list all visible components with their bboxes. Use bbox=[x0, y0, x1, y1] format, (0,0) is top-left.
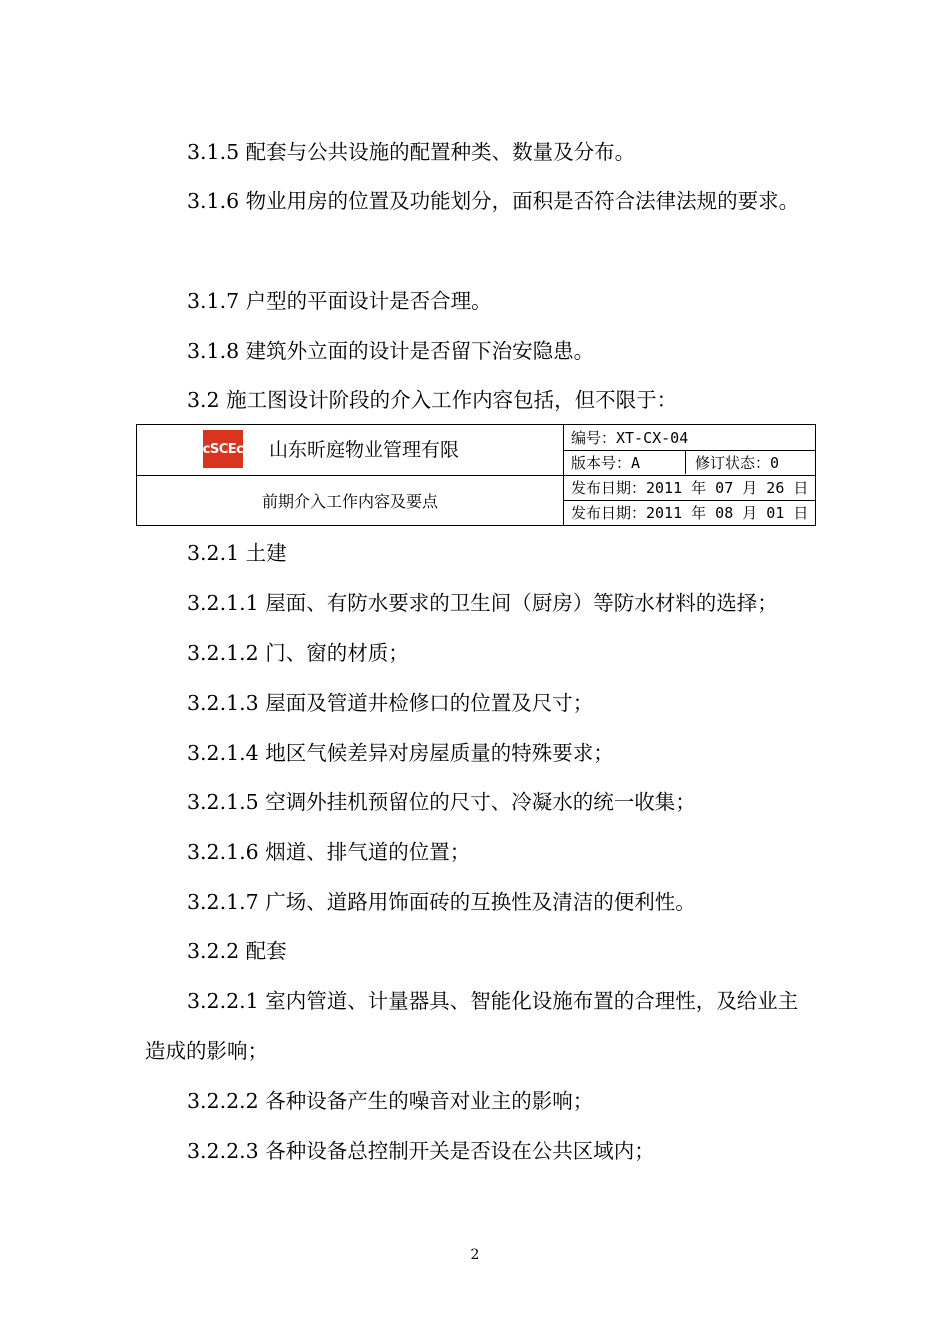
company-name: 山东昕庭物业管理有限 bbox=[269, 439, 460, 461]
paragraph-3-1-7: 3.1.7 户型的平面设计是否合理。 bbox=[187, 289, 492, 313]
table-divider bbox=[685, 450, 686, 474]
paragraph-3-2-2-3: 3.2.2.3 各种设备总控制开关是否设在公共区域内； bbox=[187, 1139, 655, 1163]
paragraph-3-2-1: 3.2.1 土建 bbox=[187, 541, 287, 565]
paragraph-3-1-8: 3.1.8 建筑外立面的设计是否留下治安隐患。 bbox=[187, 339, 595, 363]
paragraph-3-2: 3.2 施工图设计阶段的介入工作内容包括，但不限于： bbox=[187, 388, 678, 412]
paragraph-3-2-1-6: 3.2.1.6 烟道、排气道的位置； bbox=[187, 840, 471, 864]
paragraph-3-2-1-3: 3.2.1.3 屋面及管道井检修口的位置及尺寸； bbox=[187, 691, 594, 715]
paragraph-3-2-2-2: 3.2.2.2 各种设备产生的噪音对业主的影响； bbox=[187, 1089, 594, 1113]
paragraph-3-2-1-1: 3.2.1.1 屋面、有防水要求的卫生间（厨房）等防水材料的选择； bbox=[187, 591, 778, 615]
issue-date: 发布日期：2011 年 08 月 01 日 bbox=[571, 504, 809, 522]
issue-date: 发布日期：2011 年 07 月 26 日 bbox=[571, 479, 809, 497]
paragraph-3-2-1-4: 3.2.1.4 地区气候差异对房屋质量的特殊要求； bbox=[187, 741, 614, 765]
page-number: 2 bbox=[470, 1247, 480, 1263]
paragraph-3-1-6: 3.1.6 物业用房的位置及功能划分，面积是否符合法律法规的要求。 bbox=[187, 189, 800, 213]
paragraph-3-2-1-7: 3.2.1.7 广场、道路用饰面砖的互换性及清洁的便利性。 bbox=[187, 890, 696, 914]
document-header-table bbox=[136, 424, 816, 526]
document-code: 编号：XT-CX-04 bbox=[571, 429, 689, 447]
document-title: 前期介入工作内容及要点 bbox=[261, 492, 438, 511]
version-number: 版本号：A bbox=[571, 454, 641, 472]
company-logo bbox=[203, 430, 243, 468]
revision-status: 修订状态：0 bbox=[695, 454, 780, 472]
paragraph-3-2-2: 3.2.2 配套 bbox=[187, 939, 287, 963]
paragraph-3-2-1-5: 3.2.1.5 空调外挂机预留位的尺寸、冷凝水的统一收集； bbox=[187, 790, 696, 814]
paragraph-3-2-2-1: 3.2.2.1 室内管道、计量器具、智能化设施布置的合理性，及给业主造成的影响； bbox=[145, 989, 799, 1063]
logo-text: cSCEc bbox=[202, 441, 244, 457]
paragraph-3-2-1-2: 3.2.1.2 门、窗的材质； bbox=[187, 641, 409, 665]
paragraph-3-1-5: 3.1.5 配套与公共设施的配置种类、数量及分布。 bbox=[187, 140, 636, 164]
